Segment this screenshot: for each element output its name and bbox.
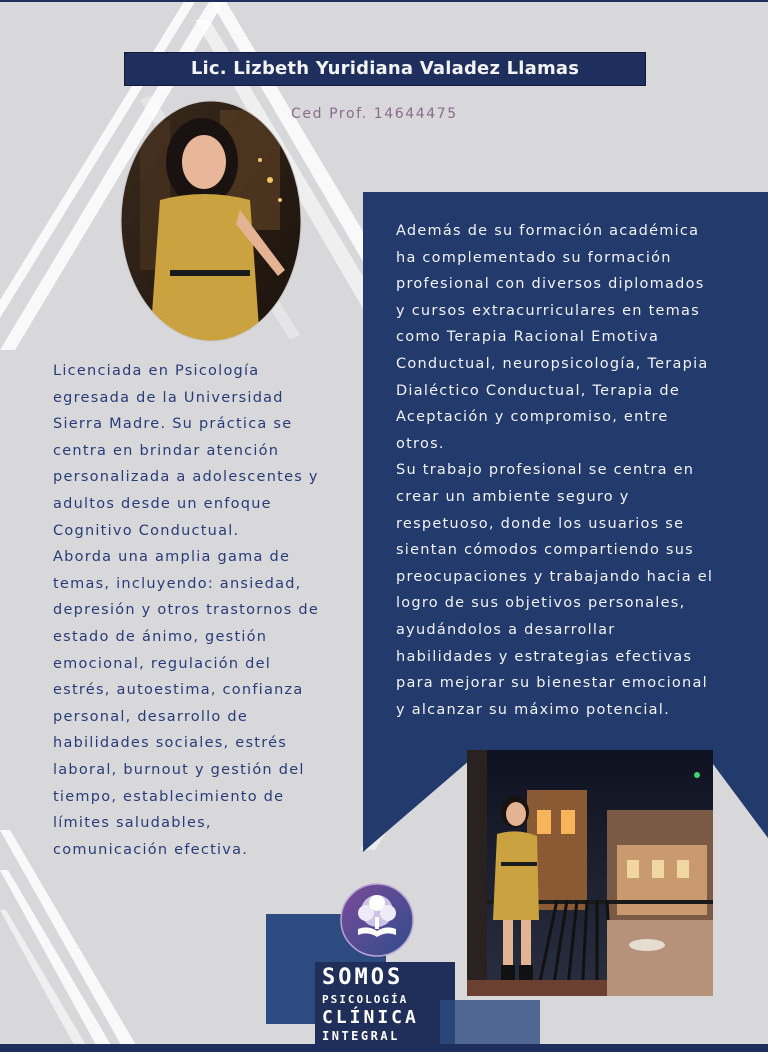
brand-line-clinica: CLÍNICA <box>322 1007 419 1028</box>
brand-line-integral: INTEGRAL <box>322 1029 400 1043</box>
bio-right-text: Además de su formación académica ha complementado su formación profesional con diversos diplomados y cursos extracurriculares en temas como Terapia Racional Emotiva Conductual, neuropsicología, Terapia Dialéctico Conductual, Terapia de Aceptación y compromiso, entre otros. Su trabajo profesional se centra en crear un ambiente seguro y respetuoso, donde los usuarios se sientan cómodos compartiendo sus preocupaciones y trabajando hacia el logro de sus objetivos personales, ayudándolos a desarrollar habilidades y estrategias efectivas para mejorar su bienestar emocional y alcanzar su máximo potencial. <box>396 223 714 718</box>
brand-line-somos: SOMOS <box>322 965 404 990</box>
brand-line-psicologia: PSICOLOGÍA <box>322 993 409 1006</box>
tree-book-logo <box>340 883 414 957</box>
brand-wordmark <box>322 966 419 1044</box>
professional-license: Ced Prof. 14644475 <box>291 106 458 122</box>
bio-left-text: Licenciada en Psicología egresada de la Universidad Sierra Madre. Su práctica se centra en brindar atención personalizada a adolescentes y adultos desde un enfoque Cognitivo Conductual. Aborda una amplia gama de temas, incluyendo: ansiedad, depresión y otros trastornos de estado de ánimo, gestión emocional, regulación del estrés, autoestima, confianza personal, desarrollo de habilidades sociales, estrés laboral, burnout y gestión del tiempo, establecimiento de límites saludables, comunicación efectiva. <box>53 363 320 858</box>
portrait-photo <box>120 100 302 342</box>
balcony-photo <box>467 750 713 996</box>
name-title: Lic. Lizbeth Yuridiana Valadez Llamas <box>124 52 646 86</box>
